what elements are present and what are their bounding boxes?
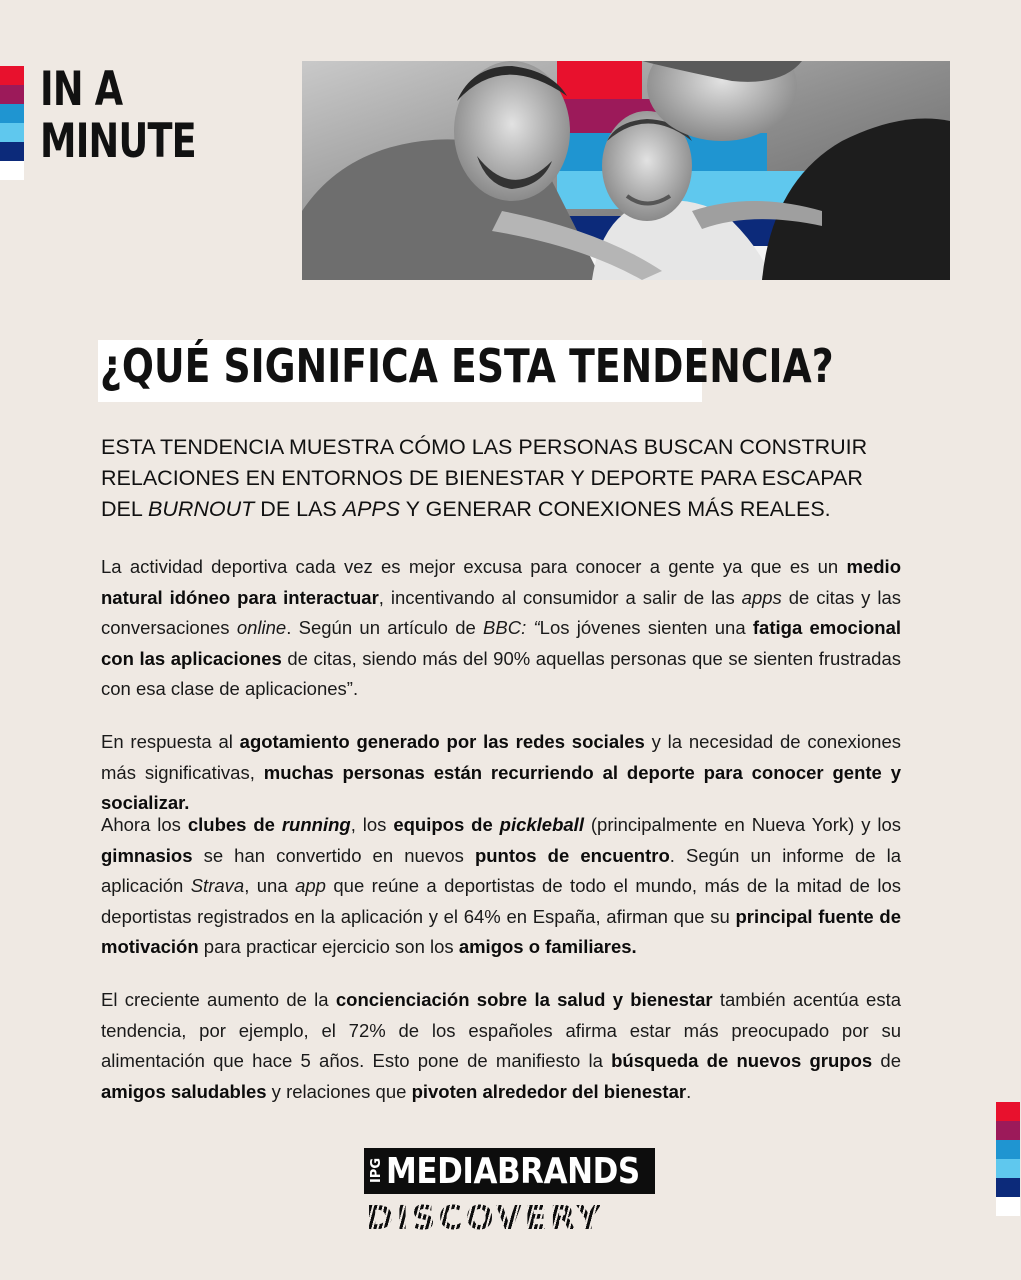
- paragraph-2: [101, 727, 901, 819]
- stripe: [996, 1140, 1020, 1159]
- text: de: [872, 1050, 901, 1071]
- text: . Según un artículo de: [286, 617, 484, 638]
- lead-statement: [101, 432, 901, 525]
- emphasis: amigos o familiares.: [458, 936, 637, 957]
- color-stripes-left: [0, 66, 24, 180]
- emphasis: pivoten alrededor del bienestar: [411, 1080, 687, 1102]
- text: y la necesidad de conexiones más significativas,: [101, 731, 901, 783]
- text: para practicar ejercicio son los: [198, 936, 459, 957]
- text: de citas y las conversaciones: [101, 586, 901, 638]
- emphasis-italic: running: [281, 814, 351, 835]
- italic-term: apps: [741, 586, 782, 608]
- hero-photo: [302, 61, 950, 280]
- brand-line-2: MINUTE: [40, 114, 196, 169]
- paragraph-4: [101, 985, 901, 1107]
- emphasis: clubes de: [187, 814, 282, 835]
- emphasis: muchas personas están recurriendo al deporte para conocer gente y socializar.: [101, 761, 901, 813]
- text: (principalmente en Nueva York) y los: [583, 814, 902, 835]
- stripe: [0, 85, 24, 104]
- logo-discovery: DISCOVERY: [366, 1198, 656, 1237]
- text: Ahora los: [101, 814, 188, 835]
- color-stripes-right: [996, 1102, 1020, 1216]
- stripe: [0, 142, 24, 161]
- lead-text: Y GENERAR CONEXIONES MÁS REALES.: [400, 497, 831, 521]
- brand-line-1: IN A: [40, 62, 123, 117]
- ipg-mediabrands-discovery-logo: [364, 1148, 656, 1237]
- lead-text: DE LAS: [254, 497, 343, 521]
- lead-burnout: BURNOUT: [148, 497, 255, 521]
- text: El creciente aumento de la: [101, 989, 336, 1010]
- logo-ipg: IPG: [369, 1158, 384, 1184]
- stripe: [0, 123, 24, 142]
- lead-apps: APPS: [342, 497, 401, 521]
- text: se han convertido en nuevos: [192, 844, 475, 866]
- section-title: ¿QUÉ SIGNIFICA ESTA TENDENCIA?: [100, 339, 834, 393]
- stripe: [0, 104, 24, 123]
- text: La actividad deportiva cada vez es mejor excusa para conocer a gente ya que es un: [101, 556, 847, 577]
- logo-banner: [364, 1148, 655, 1194]
- stripe: [996, 1102, 1020, 1121]
- stripe: [996, 1159, 1020, 1178]
- italic-term: BBC: “: [483, 617, 540, 638]
- text: y relaciones que: [266, 1080, 412, 1102]
- emphasis: fatiga emocional con las aplicaciones: [101, 617, 902, 669]
- emphasis: medio natural idóneo para interactuar: [101, 556, 901, 608]
- text: . Según un informe de la aplicación: [101, 844, 902, 896]
- emphasis: principal fuente de motivación: [101, 905, 902, 957]
- text: En respuesta al: [101, 731, 240, 752]
- italic-term: online: [236, 617, 287, 638]
- hero-photo-illustration: [302, 61, 950, 280]
- emphasis: búsqueda de nuevos grupos: [611, 1050, 873, 1071]
- logo-mediabrands: MEDIABRANDS: [386, 1150, 640, 1192]
- text: Los jóvenes sienten una: [539, 617, 753, 638]
- stripe: [996, 1197, 1020, 1216]
- text: , una: [244, 875, 296, 896]
- emphasis: agotamiento generado por las redes sociales: [239, 731, 645, 752]
- text: también acentúa esta tendencia, por ejemplo, el 72% de los españoles afirma estar más preocupado por su alimentación que hace 5 años. Esto pone de manifiesto la: [101, 989, 901, 1071]
- italic-term: app: [295, 875, 326, 896]
- stripe: [996, 1121, 1020, 1140]
- emphasis: equipos de: [393, 814, 500, 835]
- emphasis-italic: pickleball: [499, 814, 584, 835]
- text: que reúne a deportistas de todo el mundo, más de la mitad de los deportistas registrados en la aplicación y el 64% en España, afirman que su: [101, 875, 901, 927]
- stripe: [0, 161, 24, 180]
- emphasis: concienciación sobre la salud y bienestar: [335, 989, 713, 1010]
- emphasis: gimnasios: [101, 844, 193, 866]
- text: , los: [350, 814, 394, 835]
- italic-term: Strava: [190, 875, 245, 896]
- stripe: [0, 66, 24, 85]
- paragraph-3: [101, 810, 901, 963]
- emphasis: amigos saludables: [101, 1080, 267, 1102]
- in-a-minute-title: [40, 64, 196, 168]
- emphasis: puntos de encuentro: [474, 844, 670, 866]
- lead-text: ESTA TENDENCIA MUESTRA CÓMO LAS PERSONAS BUSCAN CONSTRUIR RELACIONES EN ENTORNOS DE BIENESTAR Y DEPORTE PARA ESCAPAR DEL: [101, 435, 868, 521]
- text: , incentivando al consumidor a salir de las: [378, 586, 742, 608]
- text: .: [686, 1080, 692, 1102]
- stripe: [996, 1178, 1020, 1197]
- paragraph-1: [101, 552, 901, 705]
- text: de citas, siendo más del 90% aquellas personas que se sienten frustradas con esa clase de aplicaciones”.: [101, 647, 901, 699]
